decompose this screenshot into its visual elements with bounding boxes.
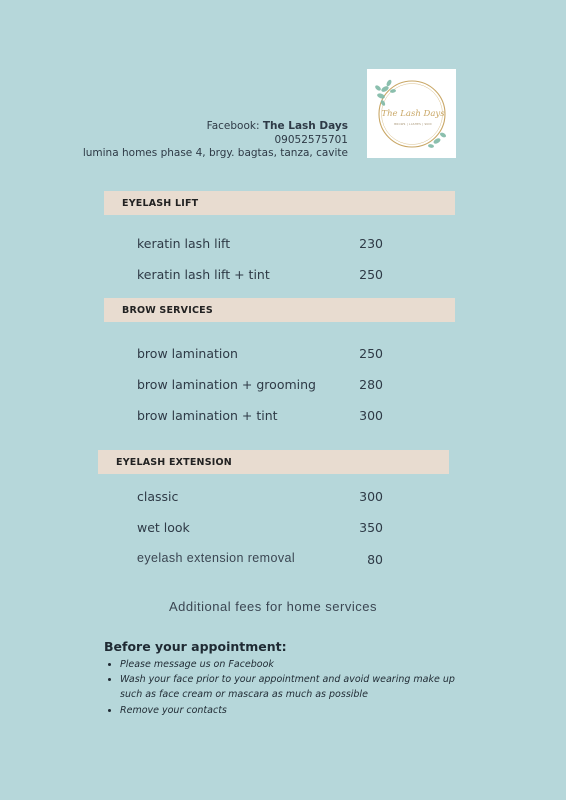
section-header-brow-services <box>104 298 455 322</box>
logo <box>367 69 456 158</box>
section-title: EYELASH LIFT <box>122 197 199 209</box>
before-appointment-title: Before your appointment: <box>104 639 287 654</box>
service-name: keratin lash lift + tint <box>137 267 270 282</box>
service-name: classic <box>137 489 179 504</box>
section-header-eyelash-lift <box>104 191 455 215</box>
service-name: eyelash extension removal <box>137 551 295 565</box>
facebook-line <box>83 120 348 134</box>
service-name: brow lamination <box>137 346 238 361</box>
section-header-eyelash-extension <box>98 450 449 474</box>
service-price: 350 <box>359 520 383 535</box>
service-price: 300 <box>359 408 383 423</box>
logo-tagline: BROWS | LASHES | SKIN <box>394 123 432 126</box>
list-item: • Please message us on Facebook <box>120 657 465 672</box>
logo-title: The Lash Days <box>381 109 445 119</box>
section-title: BROW SERVICES <box>122 304 213 316</box>
service-price: 80 <box>367 552 383 567</box>
home-service-fees-note: Additional fees for home services <box>169 599 377 614</box>
service-price: 230 <box>359 236 383 251</box>
service-name: brow lamination + grooming <box>137 377 316 392</box>
facebook-name: The Lash Days <box>262 120 348 132</box>
address: lumina homes phase 4, brgy. bagtas, tanza, cavite <box>82 147 348 159</box>
service-name: brow lamination + tint <box>137 408 278 423</box>
list-item: • Wash your face prior to your appointment and avoid wearing make up such as face cream or mascara as much as possible <box>120 672 465 702</box>
service-price: 250 <box>359 346 383 361</box>
appointment-notes-list <box>104 657 465 718</box>
phone-number: 09052575701 <box>274 133 348 146</box>
section-title: EYELASH EXTENSION <box>116 456 232 468</box>
service-price: 250 <box>359 267 383 282</box>
service-name: wet look <box>137 520 190 535</box>
service-price: 280 <box>359 377 383 392</box>
contact-block <box>83 120 348 161</box>
logo-emblem <box>367 69 456 158</box>
service-name: keratin lash lift <box>137 236 231 251</box>
list-item: • Remove your contacts <box>120 703 465 718</box>
facebook-label: Facebook: <box>206 120 260 132</box>
service-price: 300 <box>359 489 383 504</box>
